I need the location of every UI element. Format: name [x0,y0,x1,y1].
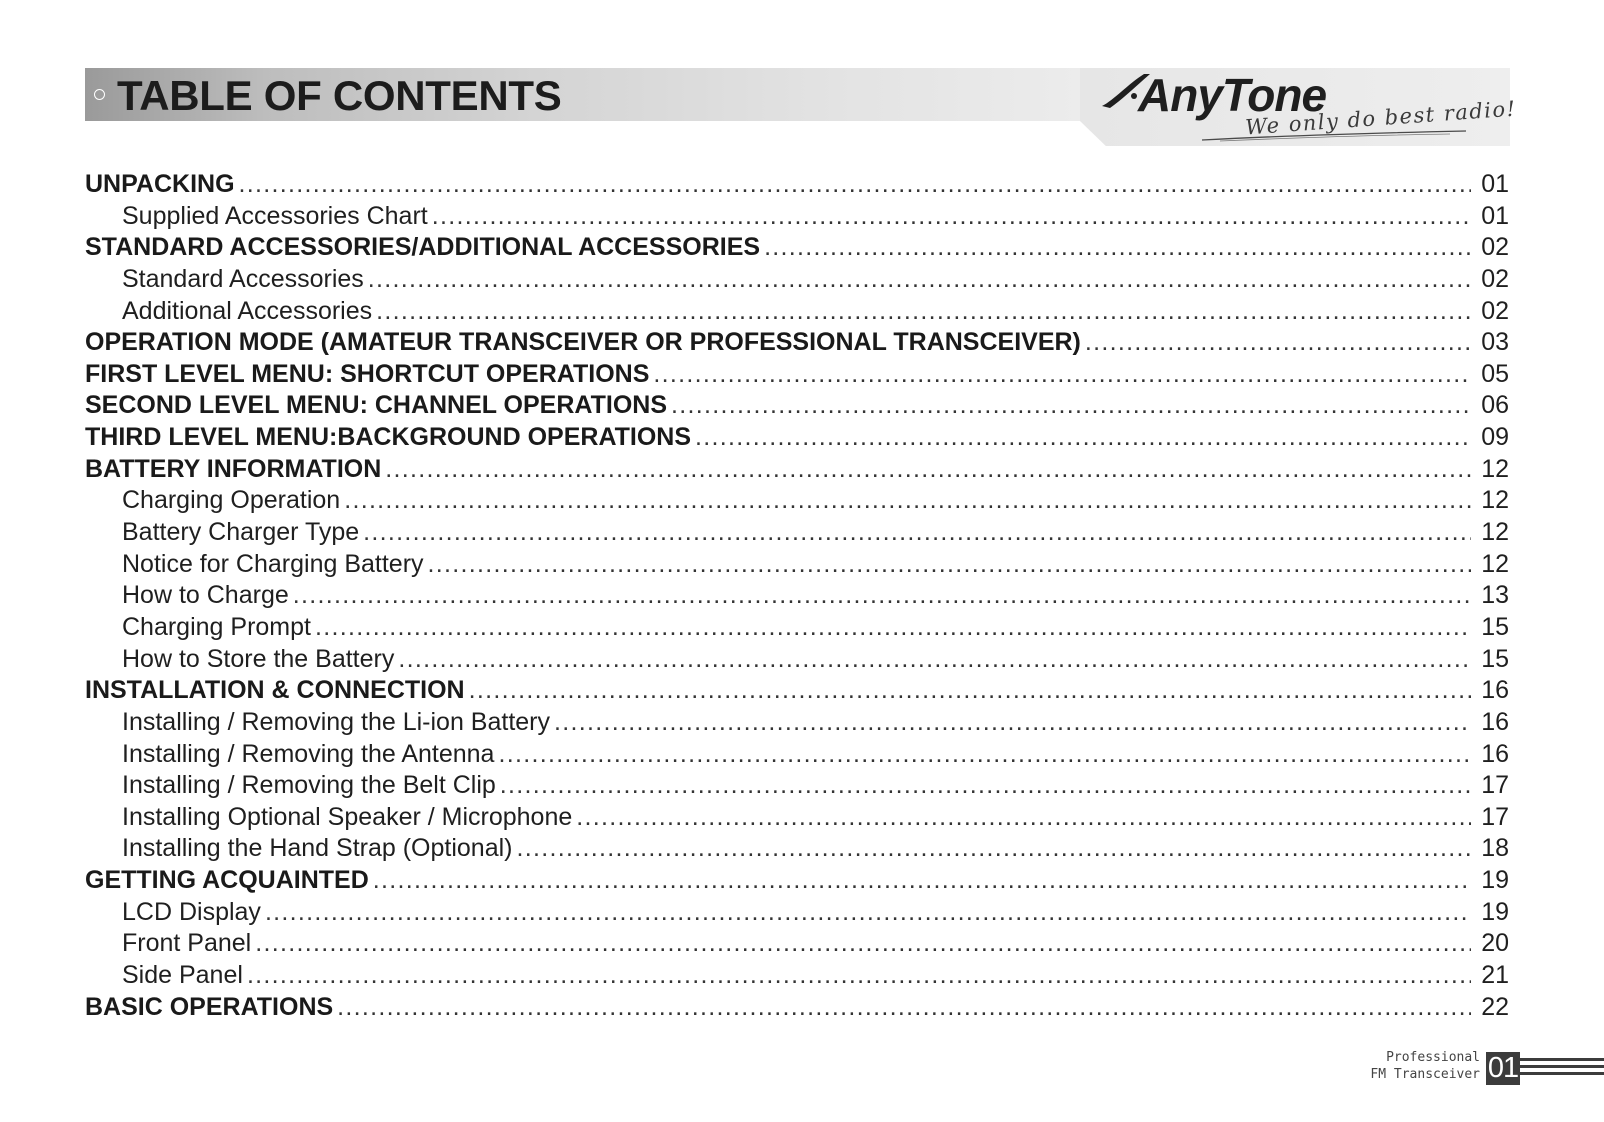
toc-dot-leader [554,707,1471,739]
toc-entry-label: STANDARD ACCESSORIES/ADDITIONAL ACCESSORIES [85,233,761,262]
toc-entry-label: Battery Charger Type [122,518,360,547]
toc-dot-leader [398,644,1471,676]
toc-section-row[interactable] [85,675,1509,707]
toc-page-number: 05 [1481,359,1509,388]
toc-page-number: 01 [1481,170,1509,198]
toc-entry-label: INSTALLATION & CONNECTION [85,676,465,705]
toc-page-number: 02 [1481,296,1509,325]
toc-section-row[interactable] [85,865,1509,897]
toc-dot-leader [469,675,1471,707]
toc-page-number: 18 [1481,834,1509,863]
toc-page-number: 12 [1481,518,1509,547]
footer-line-2: FM Transceiver [1370,1067,1480,1082]
toc-dot-leader [368,264,1471,296]
toc-dot-leader [432,201,1471,233]
toc-section-row[interactable] [85,390,1509,422]
toc-dot-leader [373,865,1471,897]
toc-entry-label: Notice for Charging Battery [122,549,424,578]
footer-rules [1520,1058,1604,1079]
toc-dot-leader [500,770,1471,802]
toc-dot-leader [695,422,1471,454]
logo-underline-icon [1200,130,1470,142]
toc-dot-leader [315,612,1471,644]
toc-page-number: 15 [1481,644,1509,673]
toc-subsection-row[interactable] [85,549,1509,581]
toc-page-number: 20 [1481,929,1509,958]
toc-dot-leader [385,454,1471,486]
toc-page-number: 03 [1481,328,1509,357]
toc-entry-label: FIRST LEVEL MENU: SHORTCUT OPERATIONS [85,359,650,388]
toc-page-number: 09 [1481,423,1509,452]
toc-entry-label: LCD Display [122,897,261,926]
footer-caption [1360,1049,1480,1083]
toc-entry-label: THIRD LEVEL MENU:BACKGROUND OPERATIONS [85,423,692,452]
toc-dot-leader [1085,327,1471,359]
toc-page-number: 21 [1481,961,1509,990]
toc-subsection-row[interactable] [85,296,1509,328]
toc-page-number: 16 [1481,739,1509,768]
toc-page-number: 12 [1481,454,1509,483]
toc-page-number: 01 [1481,201,1509,230]
toc-dot-leader [247,960,1471,992]
toc-subsection-row[interactable] [85,517,1509,549]
toc-subsection-row[interactable] [85,612,1509,644]
toc-page-number: 19 [1481,866,1509,895]
toc-subsection-row[interactable] [85,485,1509,517]
toc-subsection-row[interactable] [85,960,1509,992]
toc-dot-leader [344,485,1471,517]
toc-subsection-row[interactable] [85,707,1509,739]
toc-section-row[interactable] [85,327,1509,359]
toc-subsection-row[interactable] [85,644,1509,676]
page-title: TABLE OF CONTENTS [117,72,562,119]
toc-entry-label: Installing Optional Speaker / Microphone [122,802,573,831]
toc-page-number: 22 [1481,992,1509,1021]
toc-entry-label: SECOND LEVEL MENU: CHANNEL OPERATIONS [85,391,667,420]
toc-dot-leader [376,296,1471,328]
toc-dot-leader [337,992,1471,1024]
toc-dot-leader [671,390,1471,422]
toc-entry-label: Charging Operation [122,486,341,515]
toc-page-number: 17 [1481,802,1509,831]
toc-page-number: 12 [1481,549,1509,578]
toc-section-row[interactable] [85,232,1509,264]
logo-brand: AnyTone [1138,69,1327,121]
toc-dot-leader [576,802,1471,834]
toc-page-number: 02 [1481,264,1509,293]
toc-section-row[interactable] [85,359,1509,391]
toc-subsection-row[interactable] [85,802,1509,834]
toc-section-row[interactable] [85,454,1509,486]
toc-entry-label: Supplied Accessories Chart [122,201,428,230]
table-of-contents [85,169,1509,1023]
toc-subsection-row[interactable] [85,580,1509,612]
toc-dot-leader [764,232,1471,264]
toc-section-row[interactable] [85,422,1509,454]
logo-tagline: We only do best radio! [1244,96,1518,140]
anytone-logo [1100,69,1518,144]
toc-entry-label: Side Panel [122,961,243,990]
toc-dot-leader [239,169,1471,201]
toc-page-number: 16 [1481,707,1509,736]
toc-entry-label: Additional Accessories [122,296,373,325]
toc-page-number: 17 [1481,771,1509,800]
toc-page-number: 19 [1481,897,1509,926]
toc-entry-label: GETTING ACQUAINTED [85,866,369,895]
toc-dot-leader [428,549,1471,581]
toc-entry-label: Standard Accessories [122,264,364,293]
toc-page-number: 13 [1481,581,1509,610]
toc-subsection-row[interactable] [85,833,1509,865]
toc-entry-label: BASIC OPERATIONS [85,992,334,1021]
toc-dot-leader [265,897,1471,929]
toc-entry-label: OPERATION MODE (AMATEUR TRANSCEIVER OR PROFESSIONAL TRANSCEIVER) [85,328,1081,357]
toc-section-row[interactable] [85,169,1509,201]
toc-entry-label: BATTERY INFORMATION [85,454,382,483]
toc-entry-label: Installing / Removing the Belt Clip [122,771,496,800]
toc-entry-label: Charging Prompt [122,612,311,641]
footer-line-1: Professional [1386,1050,1480,1065]
toc-entry-label: How to Store the Battery [122,644,395,673]
toc-dot-leader [255,928,1471,960]
toc-entry-label: Installing / Removing the Li-ion Battery [122,707,550,736]
toc-subsection-row[interactable] [85,928,1509,960]
toc-entry-label: Installing the Hand Strap (Optional) [122,834,513,863]
toc-subsection-row[interactable] [85,897,1509,929]
toc-entry-label: UNPACKING [85,170,235,198]
toc-entry-label: Front Panel [122,929,252,958]
toc-subsection-row[interactable] [85,201,1509,233]
toc-subsection-row[interactable] [85,264,1509,296]
bullet-icon [94,89,105,100]
toc-entry-label: How to Charge [122,581,289,610]
toc-subsection-row[interactable] [85,739,1509,771]
toc-dot-leader [517,833,1472,865]
toc-dot-leader [653,359,1471,391]
footer-page-number: 01 [1487,1052,1519,1084]
toc-section-row[interactable] [85,992,1509,1024]
toc-entry-label: Installing / Removing the Antenna [122,739,495,768]
toc-page-number: 06 [1481,391,1509,420]
toc-page-number: 02 [1481,233,1509,262]
toc-page-number: 15 [1481,612,1509,641]
toc-dot-leader [363,517,1471,549]
toc-subsection-row[interactable] [85,770,1509,802]
toc-dot-leader [498,739,1471,771]
toc-page-number: 16 [1481,676,1509,705]
toc-dot-leader [293,580,1471,612]
toc-page-number: 12 [1481,486,1509,515]
